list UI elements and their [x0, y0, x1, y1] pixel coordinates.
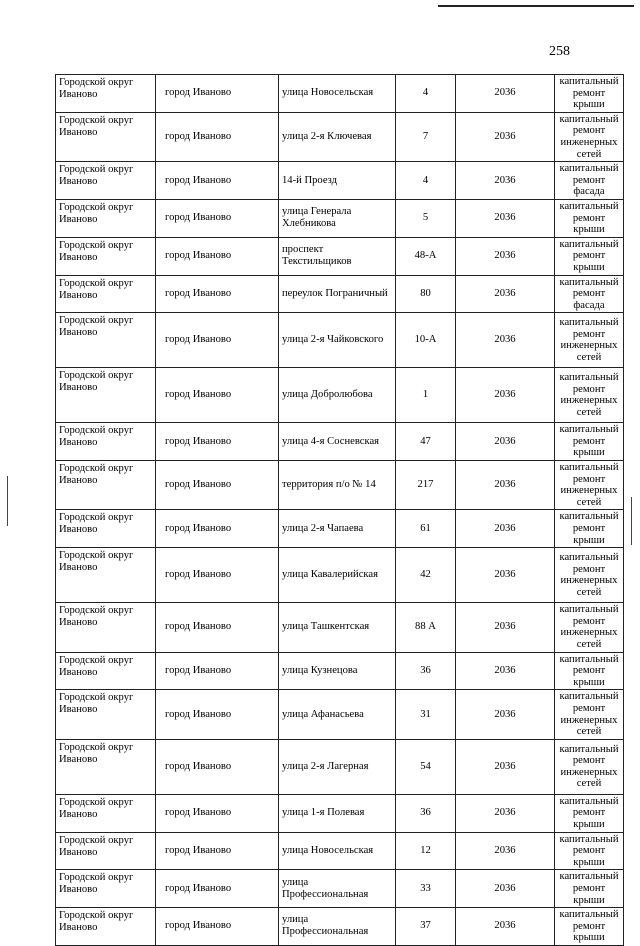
city-cell: город Иваново — [156, 423, 279, 461]
table-row — [56, 908, 624, 946]
table-row — [56, 275, 624, 313]
street-cell: улица Добролюбова — [279, 368, 396, 423]
house-number-cell: 7 — [396, 112, 456, 161]
street-cell: улица 2-я Ключевая — [279, 112, 396, 161]
okrug-cell: Городской округ Иваново — [56, 690, 156, 739]
work-type-cell: капитальный ремонт инженерных сетей — [555, 112, 624, 161]
street-cell: улица Профессиональная — [279, 870, 396, 908]
year-cell: 2036 — [456, 461, 555, 510]
street-cell: улица Новосельская — [279, 75, 396, 113]
city-cell: город Иваново — [156, 908, 279, 946]
house-number-cell: 5 — [396, 199, 456, 237]
year-cell: 2036 — [456, 313, 555, 368]
work-type-cell: капитальный ремонт инженерных сетей — [555, 368, 624, 423]
year-cell: 2036 — [456, 908, 555, 946]
city-cell: город Иваново — [156, 739, 279, 794]
work-type-cell: капитальный ремонт крыши — [555, 908, 624, 946]
city-cell: город Иваново — [156, 162, 279, 200]
city-cell: город Иваново — [156, 199, 279, 237]
okrug-cell: Городской округ Иваново — [56, 794, 156, 832]
work-type-cell: капитальный ремонт инженерных сетей — [555, 603, 624, 652]
house-number-cell: 1 — [396, 368, 456, 423]
okrug-cell: Городской округ Иваново — [56, 832, 156, 870]
year-cell: 2036 — [456, 112, 555, 161]
okrug-cell: Городской округ Иваново — [56, 652, 156, 690]
work-type-cell: капитальный ремонт крыши — [555, 510, 624, 548]
top-rule — [438, 5, 634, 7]
street-cell: переулок Пограничный — [279, 275, 396, 313]
street-cell: улица 1-я Полевая — [279, 794, 396, 832]
year-cell: 2036 — [456, 237, 555, 275]
table-row — [56, 237, 624, 275]
street-cell: улица 2-я Чайковского — [279, 313, 396, 368]
table-row — [56, 461, 624, 510]
table-row — [56, 870, 624, 908]
work-type-cell: капитальный ремонт крыши — [555, 199, 624, 237]
okrug-cell: Городской округ Иваново — [56, 603, 156, 652]
okrug-cell: Городской округ Иваново — [56, 510, 156, 548]
work-type-cell: капитальный ремонт крыши — [555, 652, 624, 690]
work-type-cell: капитальный ремонт инженерных сетей — [555, 548, 624, 603]
house-number-cell: 33 — [396, 870, 456, 908]
house-number-cell: 4 — [396, 162, 456, 200]
table-row — [56, 548, 624, 603]
table-body — [56, 75, 624, 946]
street-cell: улица Кузнецова — [279, 652, 396, 690]
okrug-cell: Городской округ Иваново — [56, 199, 156, 237]
okrug-cell: Городской округ Иваново — [56, 423, 156, 461]
table-row — [56, 75, 624, 113]
city-cell: город Иваново — [156, 75, 279, 113]
house-number-cell: 61 — [396, 510, 456, 548]
okrug-cell: Городской округ Иваново — [56, 548, 156, 603]
street-cell: улица Новосельская — [279, 832, 396, 870]
work-type-cell: капитальный ремонт крыши — [555, 237, 624, 275]
city-cell: город Иваново — [156, 548, 279, 603]
okrug-cell: Городской округ Иваново — [56, 368, 156, 423]
city-cell: город Иваново — [156, 690, 279, 739]
year-cell: 2036 — [456, 368, 555, 423]
house-number-cell: 10-А — [396, 313, 456, 368]
street-cell: улица Профессиональная — [279, 908, 396, 946]
year-cell: 2036 — [456, 548, 555, 603]
table-row — [56, 794, 624, 832]
city-cell: город Иваново — [156, 461, 279, 510]
city-cell: город Иваново — [156, 237, 279, 275]
house-number-cell: 4 — [396, 75, 456, 113]
city-cell: город Иваново — [156, 313, 279, 368]
work-type-cell: капитальный ремонт фасада — [555, 162, 624, 200]
city-cell: город Иваново — [156, 368, 279, 423]
street-cell: улица 2-я Лагерная — [279, 739, 396, 794]
table-row — [56, 739, 624, 794]
work-type-cell: капитальный ремонт крыши — [555, 794, 624, 832]
work-type-cell: капитальный ремонт фасада — [555, 275, 624, 313]
okrug-cell: Городской округ Иваново — [56, 870, 156, 908]
table-row — [56, 690, 624, 739]
okrug-cell: Городской округ Иваново — [56, 275, 156, 313]
work-type-cell: капитальный ремонт крыши — [555, 870, 624, 908]
house-number-cell: 31 — [396, 690, 456, 739]
city-cell: город Иваново — [156, 275, 279, 313]
okrug-cell: Городской округ Иваново — [56, 908, 156, 946]
street-cell: улица Афанасьева — [279, 690, 396, 739]
house-number-cell: 48-А — [396, 237, 456, 275]
street-cell: улица Генерала Хлебникова — [279, 199, 396, 237]
street-cell: улица Ташкентская — [279, 603, 396, 652]
right-margin-mark — [631, 497, 632, 545]
table-row — [56, 423, 624, 461]
year-cell: 2036 — [456, 162, 555, 200]
table-row — [56, 313, 624, 368]
city-cell: город Иваново — [156, 870, 279, 908]
street-cell: улица 2-я Чапаева — [279, 510, 396, 548]
table-row — [56, 162, 624, 200]
okrug-cell: Городской округ Иваново — [56, 739, 156, 794]
year-cell: 2036 — [456, 423, 555, 461]
work-type-cell: капитальный ремонт инженерных сетей — [555, 739, 624, 794]
table-row — [56, 652, 624, 690]
work-type-cell: капитальный ремонт инженерных сетей — [555, 461, 624, 510]
city-cell: город Иваново — [156, 832, 279, 870]
house-number-cell: 42 — [396, 548, 456, 603]
street-cell: проспект Текстильщиков — [279, 237, 396, 275]
house-number-cell: 54 — [396, 739, 456, 794]
house-number-cell: 36 — [396, 652, 456, 690]
year-cell: 2036 — [456, 832, 555, 870]
year-cell: 2036 — [456, 794, 555, 832]
left-margin-mark — [7, 476, 8, 526]
street-cell: улица 4-я Сосневская — [279, 423, 396, 461]
year-cell: 2036 — [456, 690, 555, 739]
house-number-cell: 36 — [396, 794, 456, 832]
work-type-cell: капитальный ремонт инженерных сетей — [555, 690, 624, 739]
repair-schedule-table — [55, 74, 624, 946]
house-number-cell: 12 — [396, 832, 456, 870]
city-cell: город Иваново — [156, 510, 279, 548]
table-row — [56, 603, 624, 652]
work-type-cell: капитальный ремонт крыши — [555, 423, 624, 461]
city-cell: город Иваново — [156, 652, 279, 690]
street-cell: 14-й Проезд — [279, 162, 396, 200]
house-number-cell: 47 — [396, 423, 456, 461]
year-cell: 2036 — [456, 603, 555, 652]
year-cell: 2036 — [456, 199, 555, 237]
city-cell: город Иваново — [156, 112, 279, 161]
city-cell: город Иваново — [156, 794, 279, 832]
year-cell: 2036 — [456, 870, 555, 908]
okrug-cell: Городской округ Иваново — [56, 313, 156, 368]
year-cell: 2036 — [456, 510, 555, 548]
okrug-cell: Городской округ Иваново — [56, 461, 156, 510]
okrug-cell: Городской округ Иваново — [56, 237, 156, 275]
house-number-cell: 217 — [396, 461, 456, 510]
year-cell: 2036 — [456, 75, 555, 113]
work-type-cell: капитальный ремонт крыши — [555, 75, 624, 113]
work-type-cell: капитальный ремонт инженерных сетей — [555, 313, 624, 368]
table-row — [56, 112, 624, 161]
year-cell: 2036 — [456, 739, 555, 794]
okrug-cell: Городской округ Иваново — [56, 162, 156, 200]
page-number: 258 — [549, 44, 570, 59]
work-type-cell: капитальный ремонт крыши — [555, 832, 624, 870]
city-cell: город Иваново — [156, 603, 279, 652]
table-row — [56, 832, 624, 870]
table-row — [56, 368, 624, 423]
house-number-cell: 37 — [396, 908, 456, 946]
street-cell: территория п/о № 14 — [279, 461, 396, 510]
okrug-cell: Городской округ Иваново — [56, 112, 156, 161]
house-number-cell: 88 А — [396, 603, 456, 652]
year-cell: 2036 — [456, 652, 555, 690]
table-row — [56, 199, 624, 237]
street-cell: улица Кавалерийская — [279, 548, 396, 603]
okrug-cell: Городской округ Иваново — [56, 75, 156, 113]
house-number-cell: 80 — [396, 275, 456, 313]
year-cell: 2036 — [456, 275, 555, 313]
table-row — [56, 510, 624, 548]
